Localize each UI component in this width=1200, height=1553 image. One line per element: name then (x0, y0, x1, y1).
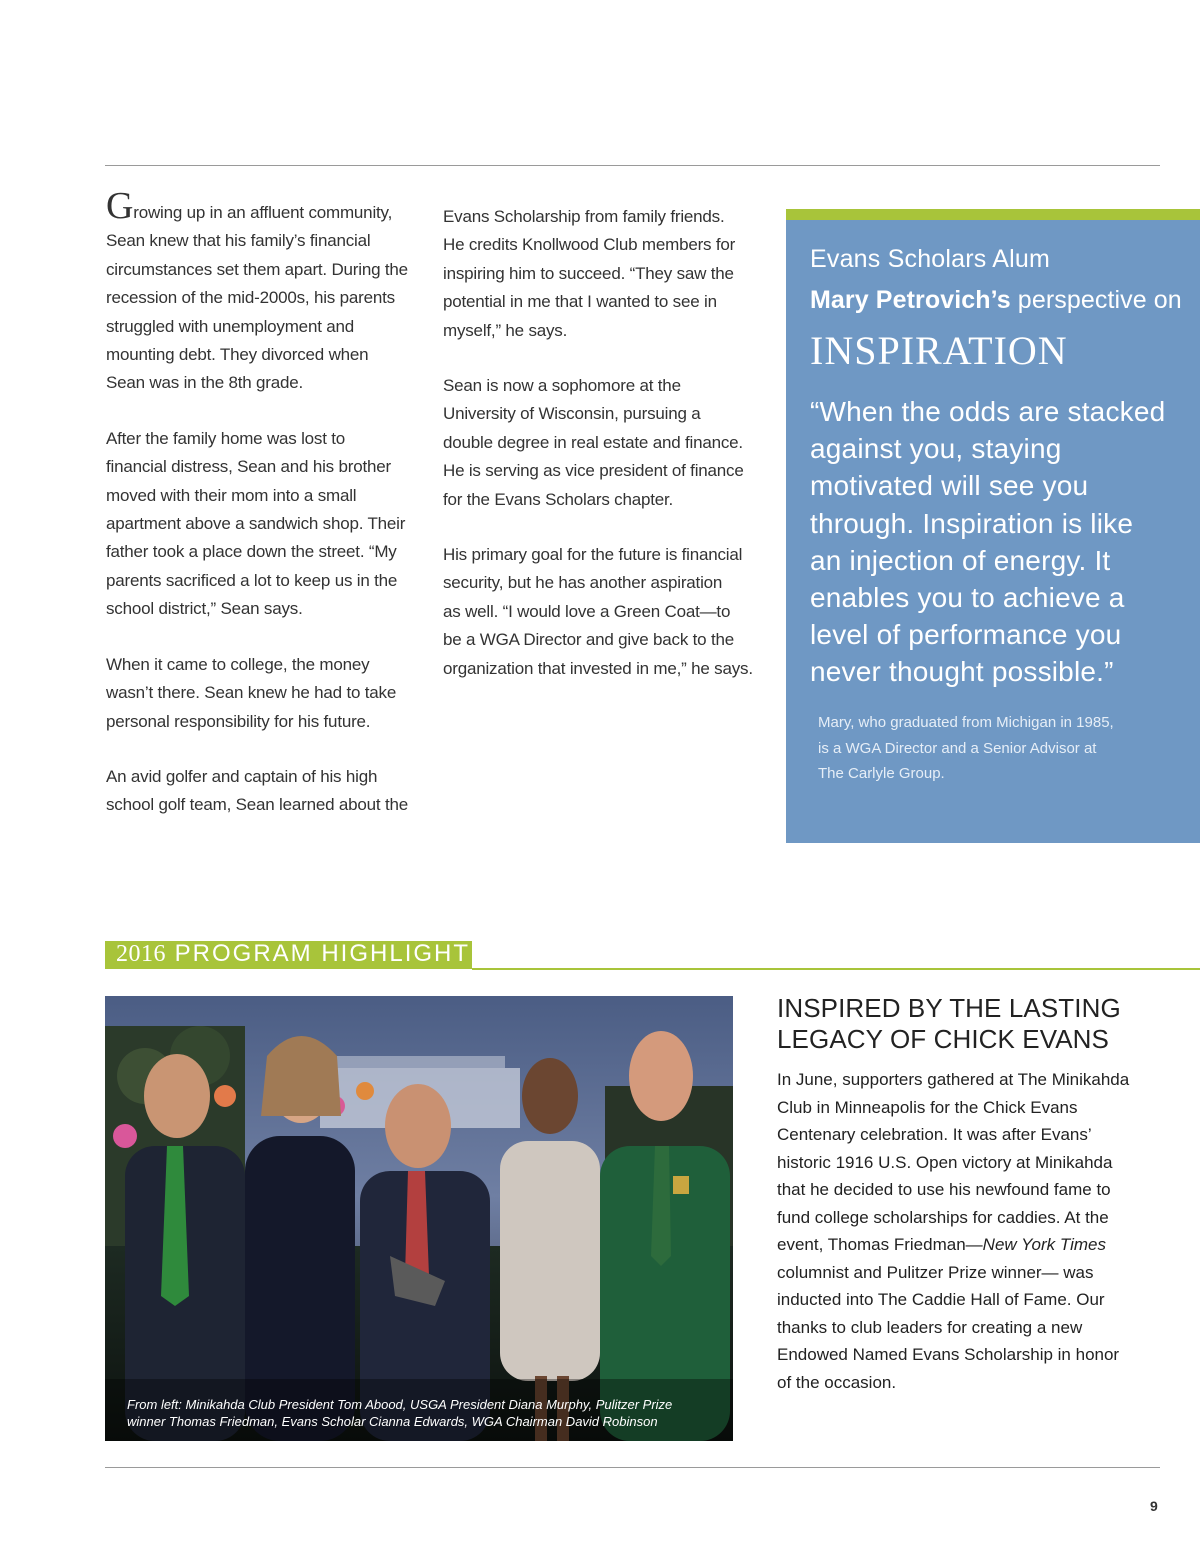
paragraph-2: After the family home was lost to financial distress, Sean and his brother moved with their mom into a small apartment above a sandwich shop. Their father took a place down the street. “My parents sacrificed a lot to keep us in the school district,” Sean says. (106, 428, 406, 619)
sidebar-caption: Mary, who graduated from Michigan in 1985, is a WGA Director and a Senior Advisor at The Carlyle Group. (818, 714, 1114, 783)
sidebar-subtitle (810, 286, 1182, 315)
sidebar-name: Mary Petrovich’s (810, 286, 1011, 314)
paragraph-4: An avid golfer and captain of his high school golf team, Sean learned about the (106, 766, 408, 815)
inspiration-sidebar (786, 209, 1200, 843)
drop-cap: G (106, 185, 134, 227)
paragraph-7: His primary goal for the future is financial security, but he has another aspiration as well. “I would love a Green Coat—to be a WGA Director and give back to the organization that invested in me,” he says. (443, 545, 753, 678)
event-photo (105, 996, 733, 1441)
highlight-body-part-1: In June, supporters gathered at The Minikahda Club in Minneapolis for the Chick Evans Centenary celebration. It was after Evans’ historic 1916 U.S. Open victory at Minikahda that he decided to use his newfound fame to fund college scholarships for caddies. At the event, Thomas Friedman— (777, 1070, 1130, 1254)
highlight-label (116, 940, 470, 968)
article-column-1 (106, 185, 416, 847)
sidebar-kicker: Evans Scholars Alum (810, 245, 1051, 273)
bottom-rule (105, 1467, 1160, 1468)
highlight-rule (472, 968, 1200, 970)
group-photo-illustration (105, 996, 733, 1441)
top-rule (105, 165, 1160, 166)
highlight-body-part-2: columnist and Pulitzer Prize winner— was inducted into The Caddie Hall of Fame. Our thanks to club leaders for creating a new Endowed Named Evans Scholarship in honor of the occasion. (777, 1262, 1120, 1392)
highlight-year: 2016 (116, 941, 166, 967)
article-column-2 (443, 203, 763, 710)
sidebar-title: INSPIRATION (810, 328, 1068, 373)
page-number: 9 (1150, 1498, 1158, 1514)
sidebar-quote: “When the odds are stacked against you, staying motivated will see you through. Inspiration is like an injection of energy. It enables you to achieve a level of performance you never thought possible.” (810, 396, 1166, 688)
highlight-label-text: PROGRAM HIGHLIGHT (166, 940, 471, 967)
highlight-paragraph (777, 1066, 1137, 1396)
highlight-body (777, 1066, 1137, 1396)
sidebar-subtitle-rest: perspective on (1010, 286, 1182, 314)
highlight-title: INSPIRED BY THE LASTING LEGACY OF CHICK EVANS (777, 993, 1121, 1054)
paragraph-6: Sean is now a sophomore at the University of Wisconsin, pursuing a double degree in real estate and finance. He is serving as vice president of finance for the Evans Scholars chapter. (443, 376, 744, 509)
paragraph-5: Evans Scholarship from family friends. He credits Knollwood Club members for inspiring him to succeed. “They saw the potential in me that I wanted to see in myself,” he says. (443, 207, 736, 340)
highlight-body-italic: New York Times (982, 1235, 1106, 1254)
paragraph-3: When it came to college, the money wasn’t there. Sean knew he had to take personal responsibility for his future. (106, 654, 397, 731)
photo-caption: From left: Minikahda Club President Tom Abood, USGA President Diana Murphy, Pulitzer Prize winner Thomas Friedman, Evans Scholar Cianna Edwards, WGA Chairman David Robinson (127, 1397, 673, 1429)
paragraph-1 (106, 185, 416, 398)
paragraph-1-text: rowing up in an affluent community, Sean knew that his family’s financial circumstances set them apart. During the recession of the mid-2000s, his parents struggled with unemployment and mounting debt. They divorced when Sean was in the 8th grade. (106, 203, 408, 393)
